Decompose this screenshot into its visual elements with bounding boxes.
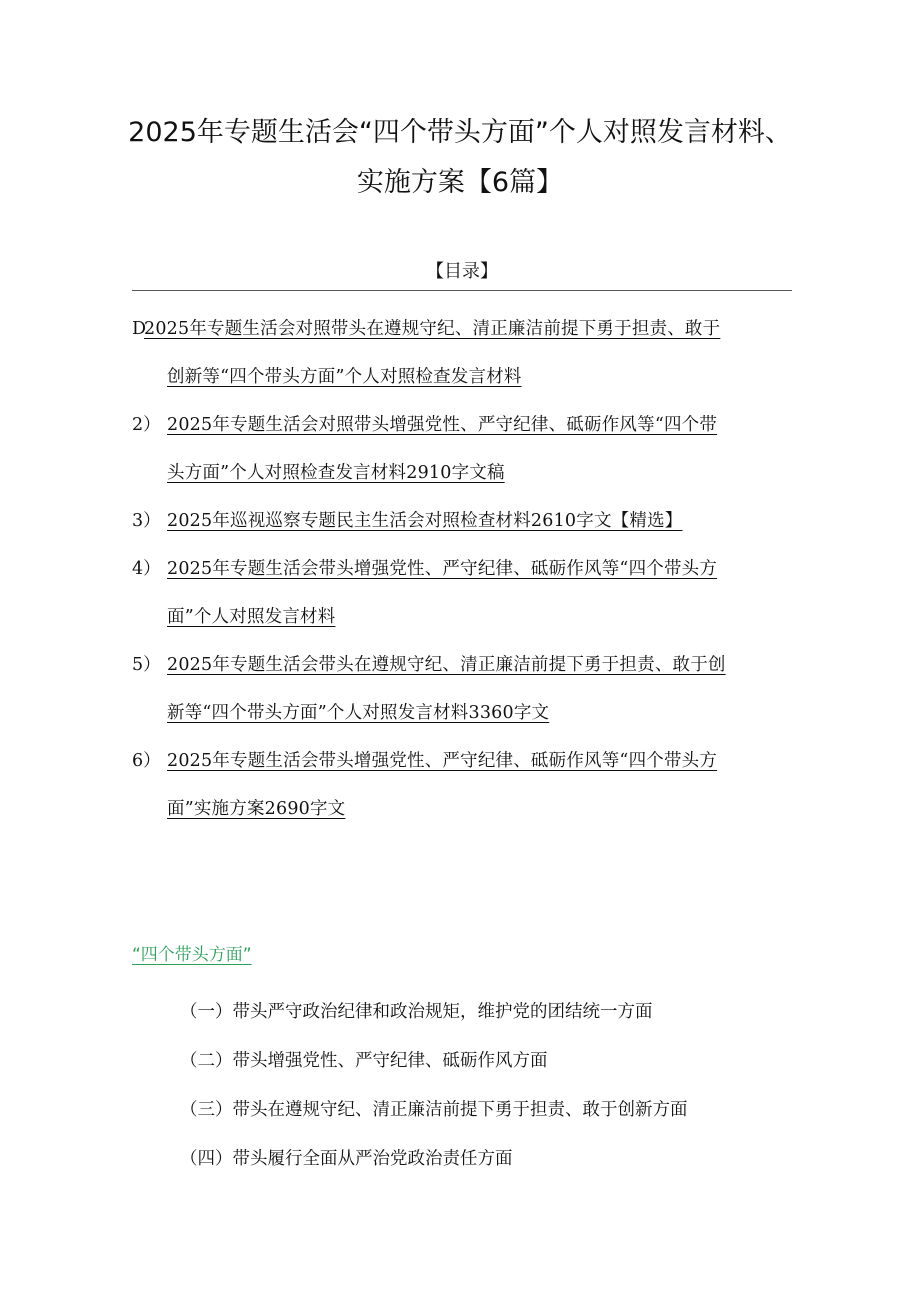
- toc-entry-link[interactable]: [167, 737, 792, 833]
- list-item: （四）带头履行全面从严治党政治责任方面: [180, 1149, 513, 1169]
- toc-entry-line: 2025年专题生活会对照带头增强党性、严守纪律、砥砺作风等“四个带: [167, 415, 718, 435]
- toc-entry-6[interactable]: [132, 737, 792, 833]
- toc-entry-line: 面”实施方案2690字文: [167, 799, 346, 819]
- toc-entry-line: 面”个人对照发言材料: [167, 607, 336, 627]
- toc-entry-line: 头方面”个人对照检查发言材料2910字文稿: [167, 463, 505, 483]
- toc-entry-line: 2025年专题生活会带头在遵规守纪、清正廉洁前提下勇于担责、敢于创: [167, 655, 726, 675]
- page-title: 2025年专题生活会“四个带头方面”个人对照发言材料、实施方案【6篇】: [128, 117, 792, 198]
- table-of-contents: [132, 305, 792, 833]
- toc-entry-line: 2025年专题生活会对照带头在遵规守纪、清正廉洁前提下勇于担责、敢于: [144, 319, 721, 339]
- points-list: [180, 988, 800, 1184]
- toc-entry-number: 4）: [132, 559, 161, 579]
- toc-entry-4[interactable]: [132, 545, 792, 641]
- toc-divider: [132, 290, 792, 291]
- toc-entry-5[interactable]: [132, 641, 792, 737]
- list-item: （一）带头严守政治纪律和政治规矩，维护党的团结统一方面: [180, 1002, 653, 1022]
- toc-entry-line: 新等“四个带头方面”个人对照发言材料3360字文: [167, 703, 550, 723]
- toc-entry-3[interactable]: [132, 497, 792, 545]
- toc-entry-1[interactable]: [132, 305, 792, 401]
- toc-entry-number: 5）: [132, 655, 161, 675]
- toc-entry-line: 2025年巡视巡察专题民主生活会对照检查材料2610字文【精选】: [167, 511, 683, 531]
- toc-entry-number: 3）: [132, 511, 161, 531]
- section-heading-link[interactable]: “四个带头方面”: [132, 945, 252, 965]
- toc-entry-line: 2025年专题生活会带头增强党性、严守纪律、砥砺作风等“四个带头方: [167, 559, 718, 579]
- list-item: （二）带头增强党性、严守纪律、砥砺作风方面: [180, 1051, 548, 1071]
- toc-entry-link[interactable]: [144, 305, 792, 401]
- toc-entry-number: 2）: [132, 415, 161, 435]
- toc-entry-link[interactable]: [167, 641, 792, 737]
- list-item: （三）带头在遵规守纪、清正廉洁前提下勇于担责、敢于创新方面: [180, 1100, 688, 1120]
- toc-entry-2[interactable]: [132, 401, 792, 497]
- toc-entry-line: 2025年专题生活会带头增强党性、严守纪律、砥砺作风等“四个带头方: [167, 751, 718, 771]
- toc-entry-link[interactable]: [167, 497, 792, 545]
- toc-heading: 【目录】: [426, 261, 498, 282]
- toc-entry-link[interactable]: [167, 545, 792, 641]
- toc-entry-number: 6）: [132, 751, 161, 771]
- toc-entry-link[interactable]: [167, 401, 792, 497]
- toc-entry-number: D: [132, 319, 147, 339]
- toc-entry-line: 创新等“四个带头方面”个人对照检查发言材料: [167, 367, 522, 387]
